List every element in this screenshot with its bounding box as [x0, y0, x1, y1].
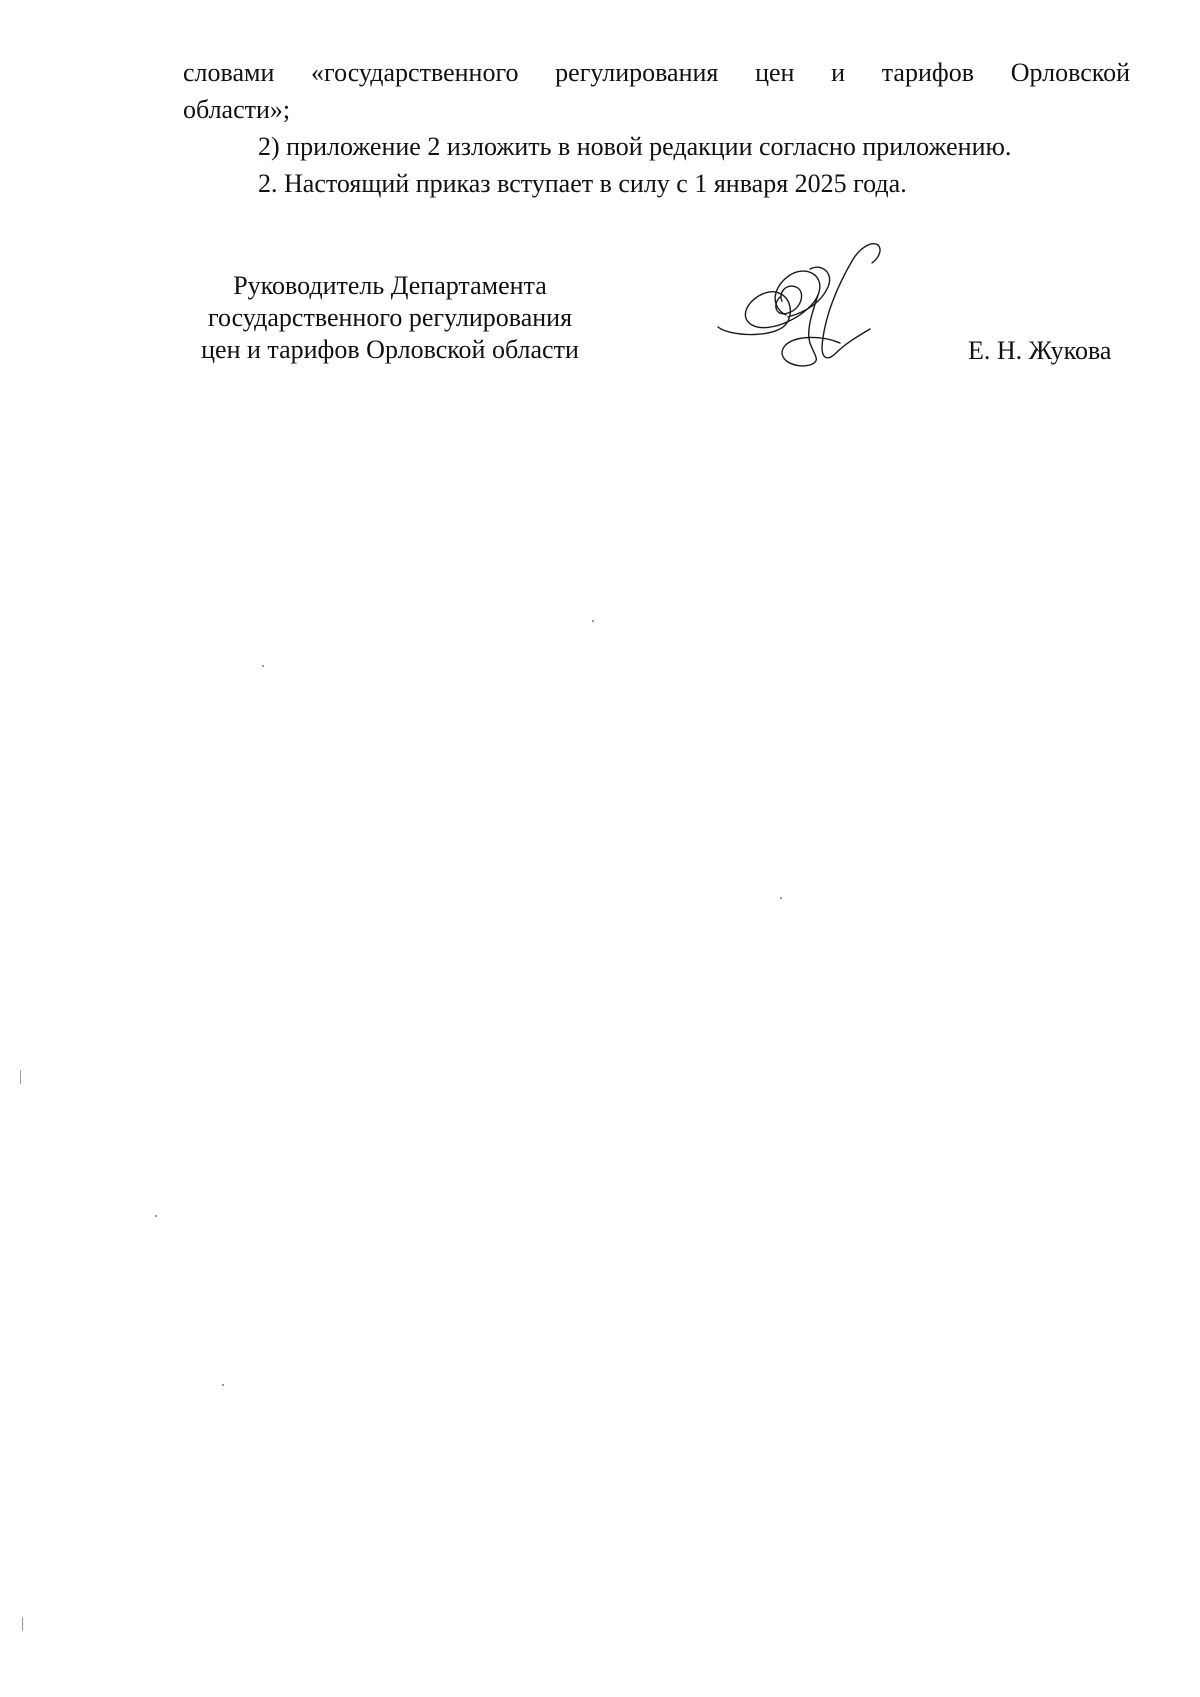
- scan-speck: [22, 1617, 23, 1631]
- signatory-title-line-2: государственного регулирования: [207, 303, 573, 332]
- scan-speck: [155, 1215, 157, 1217]
- paragraph-item-2: 2) приложение 2 изложить в новой редакции согласно приложению.: [258, 132, 1012, 161]
- handwritten-signature: [710, 235, 940, 385]
- paragraph-effective-date: 2. Настоящий приказ вступает в силу с 1 января 2025 года.: [258, 169, 907, 198]
- paragraph-continuation-line: словами «государственного регулирования цен и тарифов Орловской: [183, 58, 1130, 87]
- scan-speck: [262, 665, 264, 667]
- paragraph-continuation-end: области»;: [183, 95, 291, 124]
- scan-speck: [20, 1070, 21, 1084]
- scan-speck: [780, 897, 782, 899]
- scan-speck: [222, 1384, 224, 1386]
- document-body: [183, 54, 1130, 202]
- signatory-title-line-1: Руководитель Департамента: [233, 271, 547, 300]
- signatory-title-line-3: цен и тарифов Орловской области: [201, 335, 579, 364]
- scan-speck: [592, 620, 594, 622]
- signatory-name: Е. Н. Жукова: [968, 336, 1112, 365]
- signatory-title: [165, 270, 615, 366]
